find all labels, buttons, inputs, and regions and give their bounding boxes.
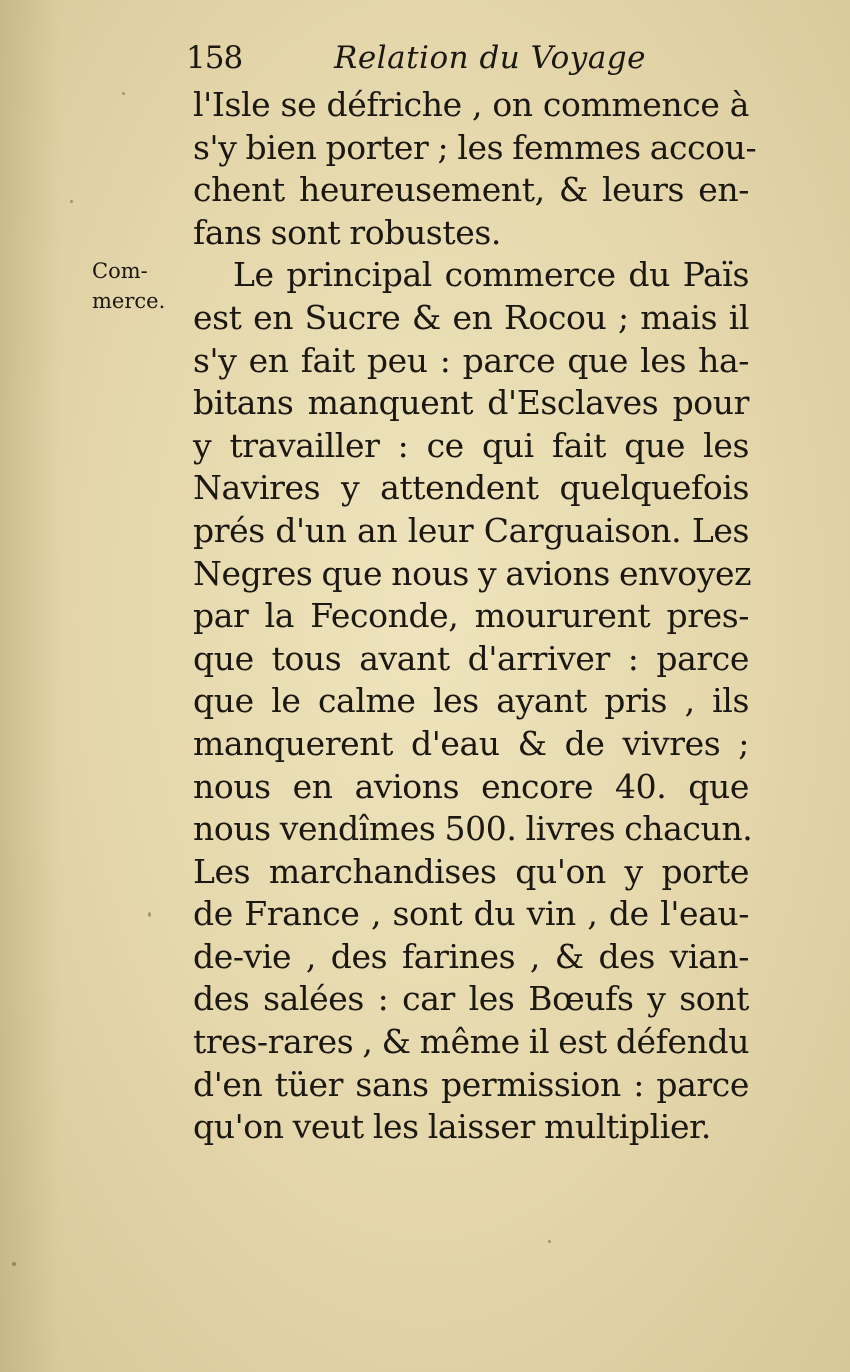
text-line: qu'on veut les laisser multiplier.	[193, 1107, 711, 1147]
text-line: fans sont robustes.	[193, 212, 501, 252]
text-line: Negres que nous y avions envoyez	[193, 553, 752, 593]
text-line: prés d'un an leur Carguaison. Les	[193, 510, 749, 550]
text-line: d'en tüer sans permission : parce	[193, 1064, 749, 1104]
margin-note-line: Com-	[92, 259, 148, 283]
text-line: de France , sont du vin , de l'eau-	[193, 894, 749, 934]
text-line: tres-rares , & même il est défendu	[193, 1022, 750, 1062]
text-line: y travailler : ce qui fait que les	[193, 425, 749, 465]
paper-speck	[548, 1240, 551, 1243]
text-line: nous vendîmes 500. livres chacun.	[193, 809, 753, 849]
running-head	[186, 40, 746, 84]
text-line: Les marchandises qu'on y porte	[193, 851, 749, 891]
text-line: nous en avions encore 40. que	[193, 766, 749, 806]
body-text	[193, 84, 757, 1149]
paper-speck	[12, 1262, 16, 1266]
text-line: des salées : car les Bœufs y sont	[193, 979, 749, 1019]
text-line: Le principal commerce du Païs	[233, 255, 749, 295]
text-line: s'y bien porter ; les femmes accou-	[193, 127, 757, 167]
paper-speck	[122, 92, 125, 95]
running-title: Relation du Voyage	[334, 40, 646, 76]
text-line: manquerent d'eau & de vivres ;	[193, 723, 749, 763]
text-line: est en Sucre & en Rocou ; mais il	[193, 297, 749, 337]
page-number: 158	[186, 40, 243, 76]
text-line: par la Feconde, moururent pres-	[193, 596, 749, 636]
text-line: que tous avant d'arriver : parce	[193, 638, 749, 678]
text-line: bitans manquent d'Esclaves pour	[193, 383, 749, 423]
text-line: l'Isle se défriche , on commence à	[193, 85, 749, 124]
margin-note-line: merce.	[92, 289, 166, 313]
text-line: chent heureusement, & leurs en-	[193, 170, 749, 210]
text-line: s'y en fait peu : parce que les ha-	[193, 340, 749, 380]
text-line: Navires y attendent quelquefois	[193, 468, 749, 508]
paper-speck	[148, 912, 151, 917]
margin-note	[92, 256, 184, 316]
page-fold-shadow	[0, 0, 60, 1372]
text-line: de-vie , des farines , & des vian-	[193, 936, 749, 976]
text-line: que le calme les ayant pris , ils	[193, 681, 749, 721]
paper-speck	[70, 200, 73, 203]
